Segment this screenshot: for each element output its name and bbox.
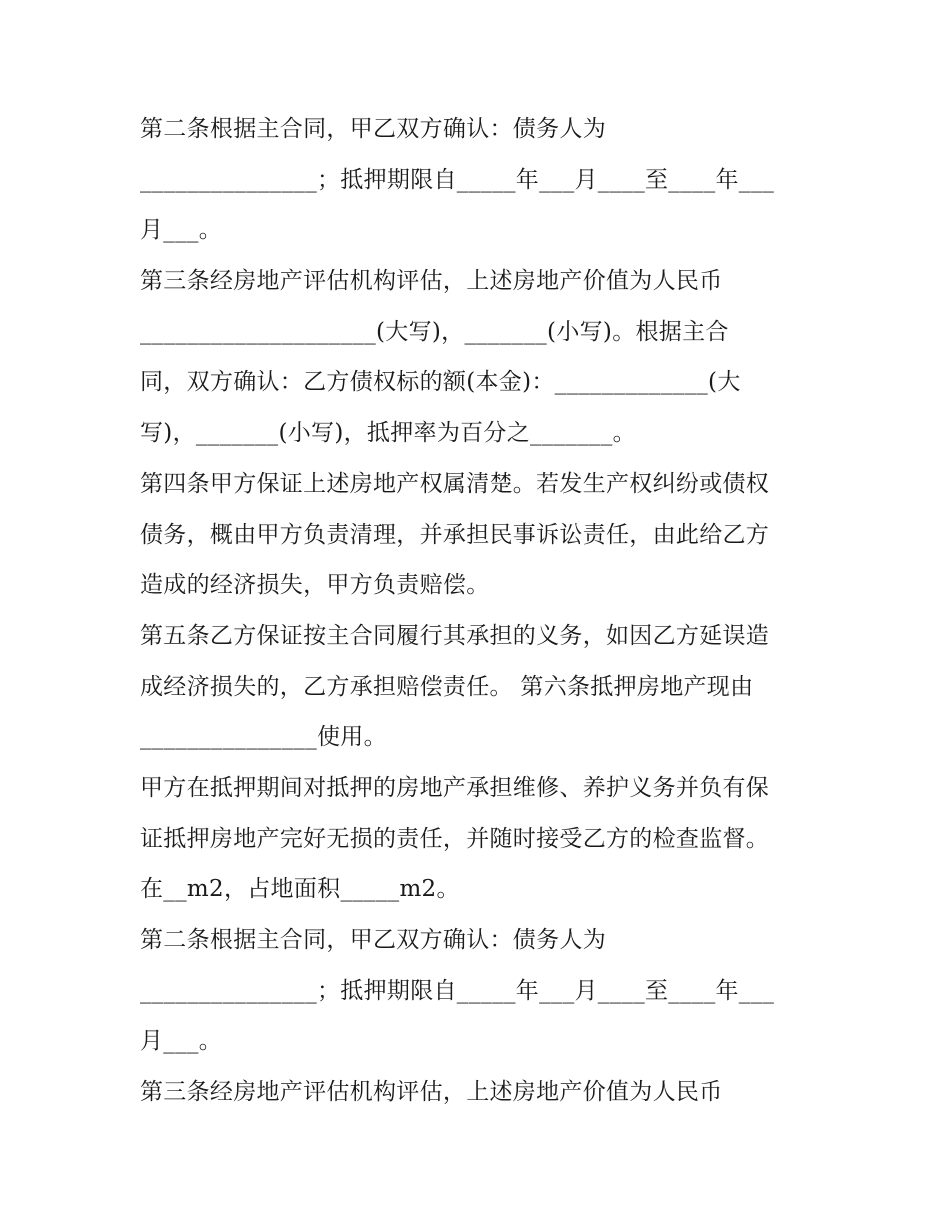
- text-line: _______________使用。: [140, 724, 387, 751]
- text-line: ____________________(大写)，_______(小写)。根据主合: [140, 318, 729, 345]
- text-line: 第二条根据主合同，甲乙双方确认：债务人为: [140, 116, 606, 142]
- text-line: _______________；抵押期限自_____年___月____至____年___: [140, 977, 775, 1004]
- text-line: 在__m2，占地面积_____m2。: [140, 876, 460, 903]
- text-line: 第三条经房地产评估机构评估，上述房地产价值为人民币: [140, 268, 723, 295]
- text-line: 证抵押房地产完好无损的责任，并随时接受乙方的检查监督。: [140, 825, 770, 852]
- text-line: 第二条根据主合同，甲乙双方确认：债务人为: [140, 927, 606, 953]
- text-line: 成经济损失的，乙方承担赔偿责任。 第六条抵押房地产现由: [140, 673, 754, 700]
- text-line: 甲方在抵押期间对抵押的房地产承担维修、养护义务并负有保: [140, 774, 770, 801]
- document-body: [140, 104, 830, 1118]
- text-line: 造成的经济损失，甲方负责赔偿。: [140, 572, 490, 599]
- text-line: 第三条经房地产评估机构评估，上述房地产价值为人民币: [140, 1079, 723, 1106]
- text-line: 债务，概由甲方负责清理，并承担民事诉讼责任，由此给乙方: [140, 521, 770, 548]
- text-line: 同，双方确认：乙方债权标的额(本金)：_____________(大: [140, 369, 741, 396]
- text-line: 第五条乙方保证按主合同履行其承担的义务，如因乙方延误造: [140, 622, 770, 649]
- text-line: 月___。: [140, 1028, 222, 1055]
- text-line: 写)，_______(小写)，抵押率为百分之_______。: [140, 420, 636, 447]
- text-line: 月___。: [140, 217, 222, 244]
- text-line: _______________；抵押期限自_____年___月____至____年___: [140, 166, 775, 193]
- text-line: 第四条甲方保证上述房地产权属清楚。若发生产权纠纷或债权: [140, 470, 770, 497]
